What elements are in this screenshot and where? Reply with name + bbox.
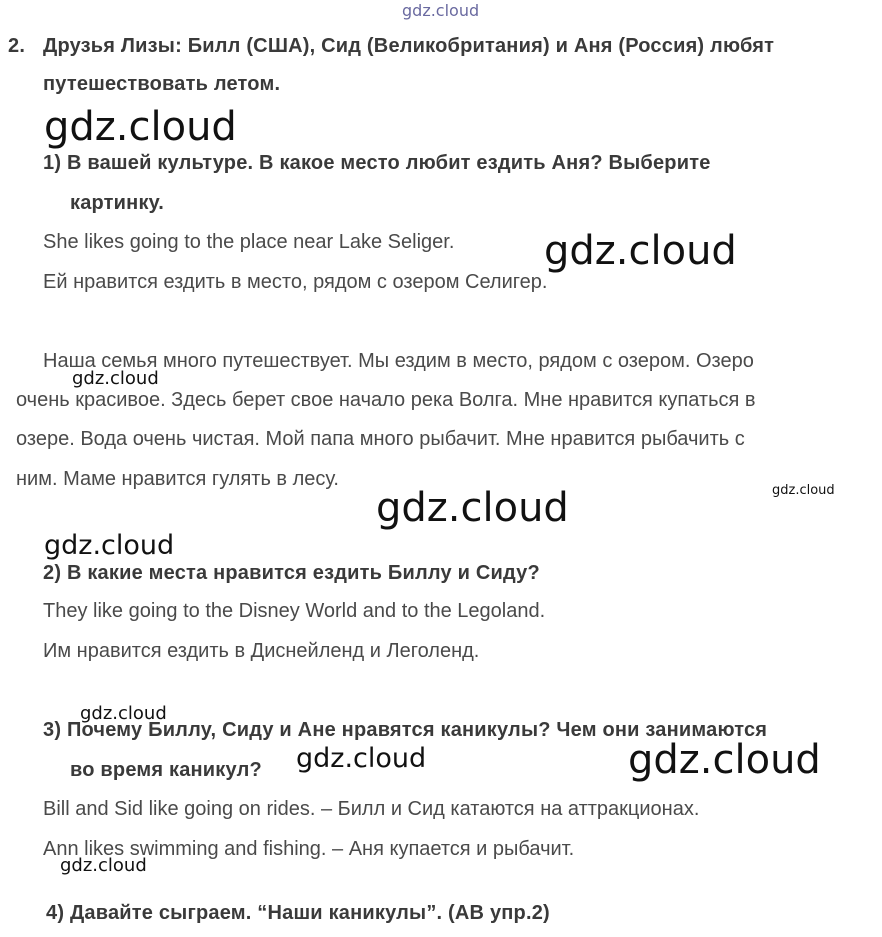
q3-answer2: Ann likes swimming and fishing. – Аня купается и рыбачит. [43, 838, 575, 860]
task-title-line2: путешествовать летом. [43, 73, 281, 95]
watermark: gdz.cloud [44, 530, 175, 561]
watermark: gdz.cloud [296, 743, 427, 774]
watermark: gdz.cloud [628, 737, 821, 783]
paragraph-line4: ним. Маме нравится гулять в лесу. [16, 468, 339, 490]
q2-answer-ru: Им нравится ездить в Диснейленд и Леголенд. [43, 640, 480, 662]
paragraph-line1: Наша семья много путешествует. Мы ездим в место, рядом с озером. Озеро [43, 350, 754, 372]
q1-question-line2: картинку. [70, 192, 164, 214]
watermark: gdz.cloud [80, 703, 167, 724]
watermark: gdz.cloud [402, 1, 480, 20]
q3-answer1: Bill and Sid like going on rides. – Билл и Сид катаются на аттракционах. [43, 798, 700, 820]
watermark: gdz.cloud [44, 104, 237, 150]
q1-answer-ru: Ей нравится ездить в место, рядом с озером Селигер. [43, 271, 548, 293]
paragraph-line2: очень красивое. Здесь берет свое начало река Волга. Мне нравится купаться в [16, 389, 756, 411]
q3-question-line1: 3) Почему Биллу, Сиду и Ане нравятся каникулы? Чем они занимаются [43, 719, 768, 741]
q2-answer-en: They like going to the Disney World and to the Legoland. [43, 600, 546, 622]
q4-question: 4) Давайте сыграем. “Наши каникулы”. (АВ упр.2) [46, 902, 550, 924]
watermark: gdz.cloud [72, 368, 159, 389]
paragraph-line3: озере. Вода очень чистая. Мой папа много рыбачит. Мне нравится рыбачить с [16, 428, 745, 450]
watermark: gdz.cloud [60, 855, 147, 876]
task-number: 2. [8, 35, 26, 57]
q2-question: 2) В какие места нравится ездить Биллу и Сиду? [43, 562, 540, 584]
watermark: gdz.cloud [772, 483, 835, 498]
q3-question-line2: во время каникул? [70, 759, 262, 781]
watermark: gdz.cloud [376, 485, 569, 531]
task-title-line1: Друзья Лизы: Билл (США), Сид (Великобритания) и Аня (Россия) любят [43, 35, 775, 57]
watermark: gdz.cloud [544, 228, 737, 274]
q1-question-line1: 1) В вашей культуре. В какое место любит ездить Аня? Выберите [43, 152, 711, 174]
q1-answer-en: She likes going to the place near Lake Seliger. [43, 231, 455, 253]
